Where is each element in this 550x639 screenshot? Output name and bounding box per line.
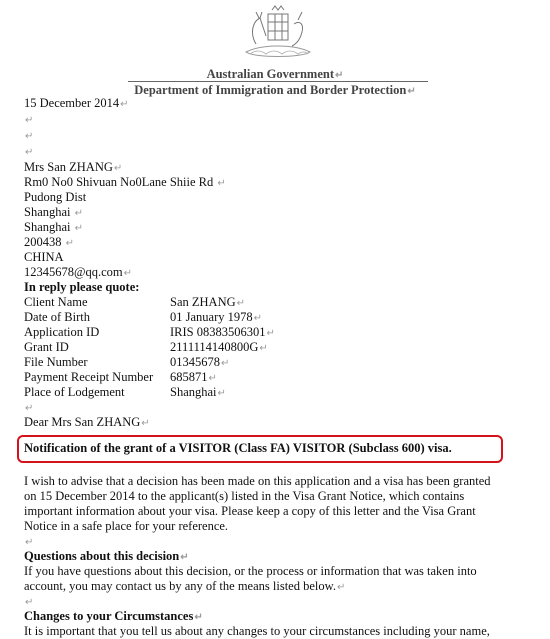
quote-heading: In reply please quote:: [24, 280, 140, 294]
recipient-email: 12345678@qq.com↵: [24, 265, 133, 279]
notification-heading: Notification of the grant of a VISITOR (Class FA) VISITOR (Subclass 600) visa.: [24, 441, 452, 455]
empty-line: ↵: [25, 131, 34, 142]
changes-heading: Changes to your Circumstances↵: [24, 609, 203, 623]
address-line-1: Rm0 No0 Shivuan No0Lane Shiie Rd ↵: [24, 175, 226, 189]
questions-paragraph: If you have questions about this decision, or the process or information that was taken into account, you may contact us by any of the means listed below.↵: [24, 564, 477, 593]
empty-line: ↵: [25, 597, 34, 608]
quote-value: 2111114140800G↵: [170, 340, 268, 354]
department-name: Department of Immigration and Border Protection↵: [134, 83, 416, 97]
letter-date: 15 December 2014↵: [24, 96, 129, 110]
address-country: CHINA: [24, 250, 64, 264]
empty-line: ↵: [25, 537, 34, 548]
empty-line: ↵: [25, 403, 34, 414]
quote-label: Place of Lodgement: [24, 385, 125, 399]
address-city-2: Shanghai ↵: [24, 220, 84, 234]
coat-of-arms-icon: [232, 4, 324, 66]
greeting: Dear Mrs San ZHANG↵: [24, 415, 150, 429]
questions-heading: Questions about this decision↵: [24, 549, 189, 563]
quote-value: 01345678↵: [170, 355, 230, 369]
address-city-1: Shanghai ↵: [24, 205, 84, 219]
empty-line: ↵: [25, 115, 34, 126]
quote-label: Client Name: [24, 295, 88, 309]
quote-label: File Number: [24, 355, 88, 369]
government-name: Australian Government↵: [206, 67, 344, 81]
quote-label: Date of Birth: [24, 310, 90, 324]
quote-label: Grant ID: [24, 340, 69, 354]
quote-value: 685871↵: [170, 370, 217, 384]
quote-label: Application ID: [24, 325, 100, 339]
recipient-name: Mrs San ZHANG↵: [24, 160, 123, 174]
grant-paragraph: I wish to advise that a decision has been made on this application and a visa has been granted on 15 December 2014 to the applicant(s) listed in the Visa Grant Notice, which contains important information about your visa. Please keep a copy of this letter and the Visa Grant Notice in a safe place for your reference.: [24, 474, 491, 533]
address-postcode: 200438 ↵: [24, 235, 75, 249]
quote-value: San ZHANG↵: [170, 295, 246, 309]
quote-label: Payment Receipt Number: [24, 370, 154, 384]
empty-line: ↵: [25, 147, 34, 158]
quote-value: 01 January 1978↵: [170, 310, 263, 324]
quote-value: Shanghai↵: [170, 385, 226, 399]
address-line-2: Pudong Dist: [24, 190, 87, 204]
changes-paragraph: It is important that you tell us about any changes to your circumstances including your name,: [24, 624, 490, 638]
quote-value: IRIS 08383506301↵: [170, 325, 275, 339]
header-divider: [128, 81, 428, 82]
